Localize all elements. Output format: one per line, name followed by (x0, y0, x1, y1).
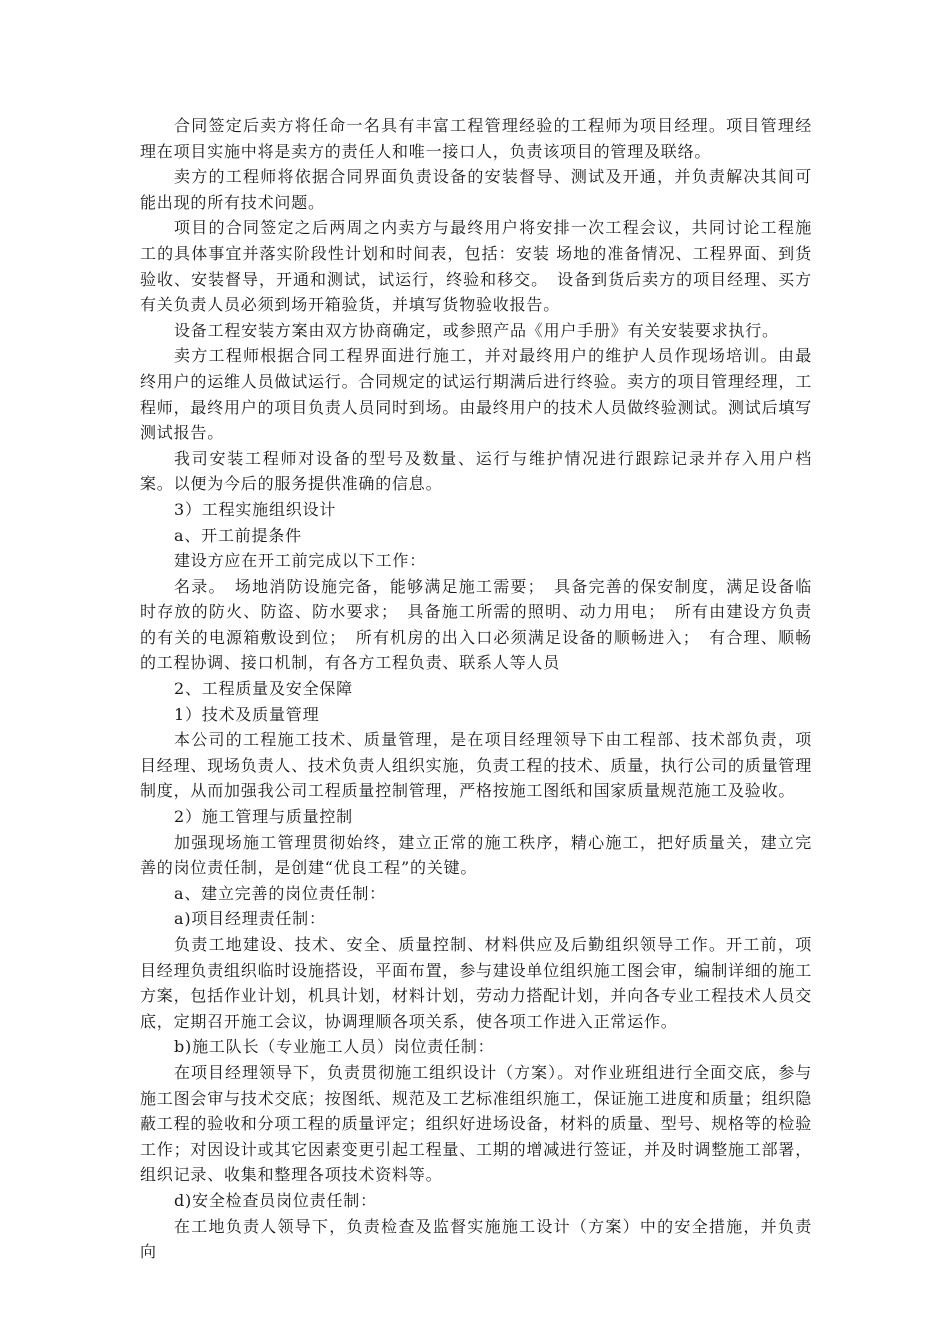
heading-responsibility-system: a、建立完善的岗位责任制： (174, 883, 386, 903)
paragraph-project-meeting: 项目的合同签定之后两周之内卖方与最终用户将安排一次工程会议，共同讨论工程施工的具体事宜并落实阶段性计划和时间表，包括：安装 场地的准备情况、工程界面、到货验收、安装督导，开通和测试，试运行，终验和移交。 设备到货后卖方的项目经理、买方有关负责人员必须到场开箱验货，并填写货物验收报告。 (140, 218, 812, 315)
heading-implementation-design: 3）工程实施组织设计 (174, 499, 337, 519)
paragraph-installation-plan: 设备工程安装方案由双方协商确定，或参照产品《用户手册》有关安装要求执行。 (174, 320, 779, 340)
paragraph-team-leader-responsibility: 在项目经理领导下，负责贯彻施工组织设计（方案）。对作业班组进行全面交底，参与施工图会审与技术交底；按图纸、规范及工艺标准组织施工，保证施工进度和质量；组织隐蔽工程的验收和分项工程的质量评定；组织好进场设备，材料的质量、型号、规格等的检验工作；对因设计或其它因素变更引起工程量、工期的增减进行签证，并及时调整施工部署，组织记录、收集和整理各项技术资料等。 (140, 1062, 813, 1185)
paragraph-project-manager-responsibility: 负责工地建设、技术、安全、质量控制、材料供应及后勤组织领导工作。开工前，项目经理负责组织临时设施搭设，平面布置，参与建设单位组织施工图会审，编制详细的施工方案，包括作业计划，机具计划，材料计划，劳动力搭配计划，并向各专业工程技术人员交底，定期召开施工会议，协调理顺各项关系，使各项工作进入正常运作。 (140, 935, 813, 1031)
heading-team-leader-responsibility: b)施工队长（专业施工人员）岗位责任制： (174, 1037, 495, 1057)
paragraph-contract-signing: 合同签定后卖方将任命一名具有丰富工程管理经验的工程师为项目经理。项目管理经理在项目实施中将是卖方的责任人和唯一接口人，负责该项目的管理及联络。 (140, 116, 812, 161)
paragraph-construction-training: 卖方工程师根据合同工程界面进行施工，并对最终用户的维护人员作现场培训。由最终用户的运维人员做试运行。合同规定的试运行期满后进行终验。卖方的项目管理经理，工程师，最终用户的项目负责人员同时到场。由最终用户的技术人员做终验测试。测试后填写测试报告。 (140, 346, 813, 443)
paragraph-safety-inspector-responsibility: 在工地负责人领导下，负责检查及监督实施施工设计（方案）中的安全措施，并负责向 (140, 1216, 812, 1262)
document-body (140, 113, 812, 1265)
paragraph-owner-tasks: 名录。 场地消防设施完备，能够满足施工需要； 具备完善的保安制度，满足设备临时存放的防火、防盗、防水要求； 具备施工所需的照明、动力用电； 所有由建设方负责的有关的电源箱敷设到位； 所有机房的出入口必须满足设备的顺畅进入； 有合理、顺畅的工程协调、接口机制，有各方工程负责、联系人等人员 (140, 576, 812, 673)
paragraph-owner-tasks-intro: 建设方应在开工前完成以下工作： (174, 551, 427, 571)
paragraph-tech-quality-management: 本公司的工程施工技术、质量管理，是在项目经理领导下由工程部、技术部负责，项目经理、现场负责人、技术负责人组织实施，负责工程的技术、质量，执行公司的质量管理制度，从而加强我公司工程质量控制管理，严格按施工图纸和国家质量规范施工及验收。 (140, 730, 813, 801)
heading-quality-safety: 2、工程质量及安全保障 (174, 679, 353, 699)
paragraph-engineer-duties: 卖方的工程师将依据合同界面负责设备的安装督导、测试及开通，并负责解决其间可能出现的所有技术问题。 (140, 167, 812, 212)
heading-project-manager-responsibility: a)项目经理责任制： (174, 909, 326, 929)
heading-tech-quality-management: 1）技术及质量管理 (174, 704, 320, 724)
paragraph-tracking-records: 我司安装工程师对设备的型号及数量、运行与维护情况进行跟踪记录并存入用户档案。以便为今后的服务提供准确的信息。 (140, 448, 812, 494)
heading-construction-management: 2）施工管理与质量控制 (174, 807, 353, 827)
heading-safety-inspector-responsibility: d)安全检查员岗位责任制： (174, 1190, 377, 1210)
heading-preconditions: a、开工前提条件 (174, 525, 302, 545)
paragraph-construction-management: 加强现场施工管理贯彻始终，建立正常的施工秩序，精心施工，把好质量关，建立完善的岗位责任制，是创建“优良工程”的关键。 (140, 832, 812, 878)
